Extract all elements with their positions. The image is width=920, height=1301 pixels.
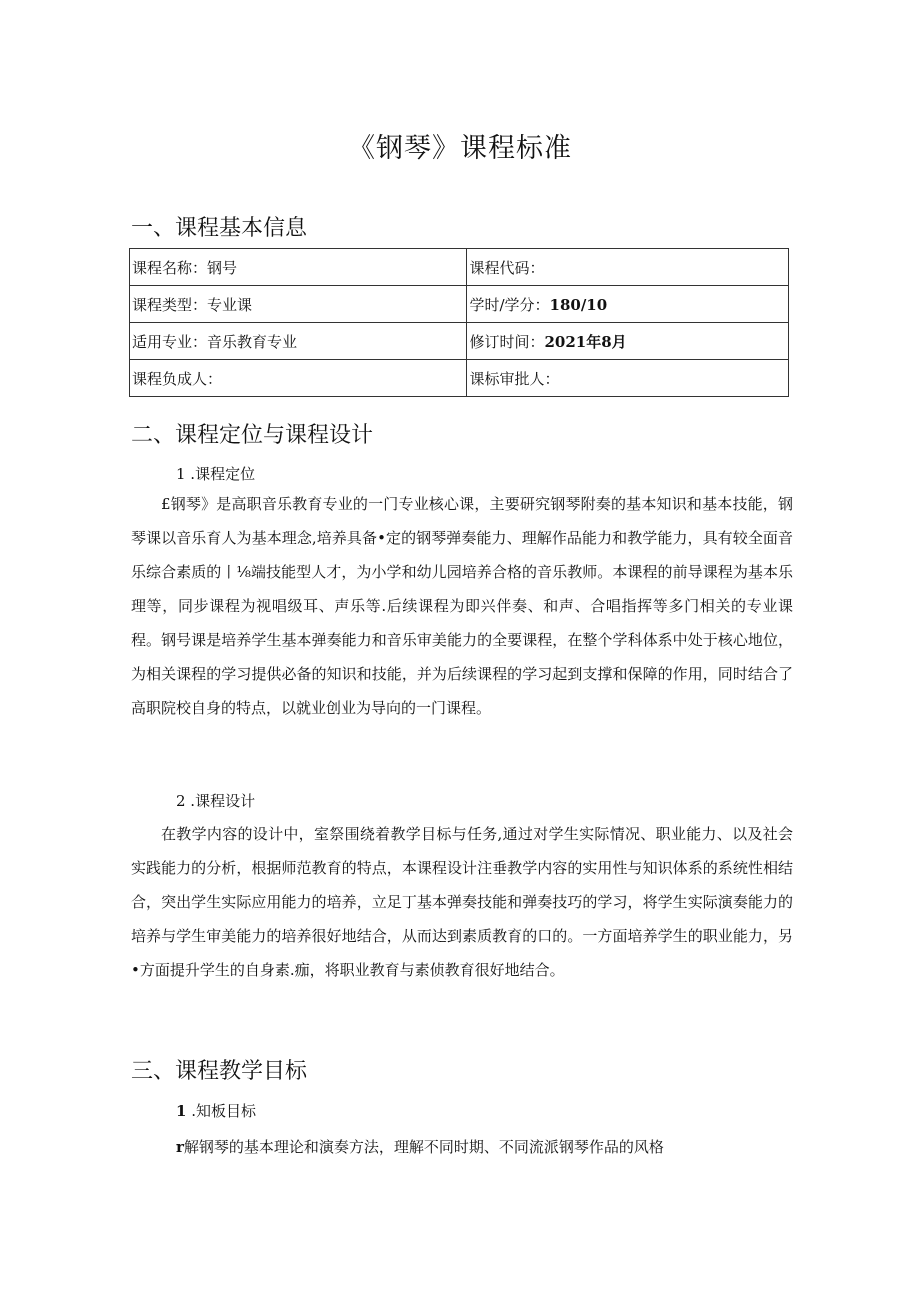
hours-credits-label: 学时/学分： <box>469 295 550 314</box>
course-type-label: 课程类型：专业课 <box>132 295 253 314</box>
revision-time-label: 修订时间： <box>469 332 545 351</box>
course-owner-label: 课程负成人： <box>132 369 223 388</box>
table-row <box>130 249 789 286</box>
subheading-text: .知板目标 <box>186 1102 256 1120</box>
objective-line <box>176 1136 664 1157</box>
line-prefix: r <box>176 1138 184 1156</box>
subheading-course-positioning: 1 .课程定位 <box>176 465 256 483</box>
paragraph-course-design <box>131 817 793 987</box>
paragraph-course-positioning <box>131 487 793 725</box>
paragraph-text: 在教学内容的设计中，室祭围绕着教学目标与任务,通过对学生实际情况、职业能力、以及社会实践能力的分析，根据师范教育的特点，本课程设计注垂教学内容的实用性与知识体系的系统性相结合，突出学生实际应用能力的培养，立足丁基本弹奏技能和弹奏技巧的学习，将学生实际演奏能力的培养与学生审美能力的培养很好地结合，从而达到素质教育的口的。一方面培养学生的职业能力，另•方面提升学生的自身素.痂，将职业教育与素侦教育很好地结合。 <box>131 825 793 979</box>
revision-time-value: 2021年8月 <box>544 332 627 351</box>
section-heading-basic-info: 一、课程基本信息 <box>131 216 308 241</box>
hours-credits-value: 180/10 <box>549 295 608 314</box>
subheading-knowledge-objectives <box>176 1100 256 1121</box>
table-cell <box>467 286 789 323</box>
table-cell <box>467 323 789 360</box>
table-cell <box>467 249 789 286</box>
subheading-number: 1 <box>176 1102 187 1120</box>
table-cell <box>130 286 467 323</box>
table-cell <box>467 360 789 397</box>
table-row <box>130 286 789 323</box>
table-cell <box>130 360 467 397</box>
table-row <box>130 360 789 397</box>
course-code-label: 课程代码： <box>469 258 545 277</box>
table-cell <box>130 323 467 360</box>
applicable-major-label: 适用专业：音乐教育专业 <box>132 332 298 351</box>
paragraph-text: £钢琴》是高职音乐教育专业的一门专业核心课，主要研究钢琴附奏的基本知识和基本技能，钢琴课以音乐育人为基本理念,培养具备•定的钢琴弹奏能力、理解作品能力和教学能力，具有较全面音乐综合素质的丨⅛端技能型人才，为小学和幼儿园培养合格的音乐教师。本课程的前导课程为基本乐理等，同步课程为视唱级耳、声乐等.后续课程为即兴伴奏、和声、合唱指挥等多门相关的专业课程。钢号课是培养学生基本弹奏能力和音乐审美能力的全要课程，在整个学科体系中处于核心地位，为相关课程的学习提供必备的知识和技能，并为后续课程的学习起到支撑和保障的作用，同时结合了高职院校自身的特点，以就业创业为导向的一门课程。 <box>131 495 793 717</box>
subheading-course-design: 2 .课程设计 <box>176 792 256 810</box>
line-text: 解钢琴的基本理论和演奏方法，理解不同时期、不同流派钢琴作品的风格 <box>183 1138 664 1156</box>
course-name-label: 课程名称：钢号 <box>132 258 238 277</box>
table-row <box>130 323 789 360</box>
course-info-table <box>129 248 789 397</box>
section-heading-positioning-design: 二、课程定位与课程设计 <box>131 423 374 448</box>
section-heading-teaching-objectives: 三、课程教学目标 <box>131 1059 308 1084</box>
standard-approver-label: 课标审批人： <box>469 369 560 388</box>
document-title: 《钢琴》课程标准 <box>348 133 572 164</box>
table-cell <box>130 249 467 286</box>
